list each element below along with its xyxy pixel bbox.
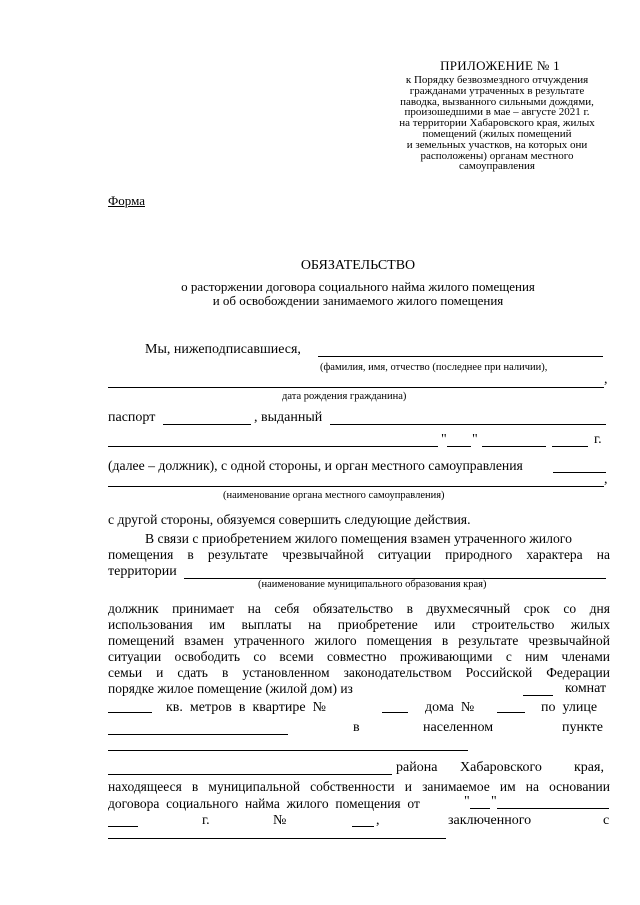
appendix-line: к Порядку безвозмездного отчуждения — [405, 74, 589, 86]
para2-line: ситуации освободить со всеми совместно проживающими с ним членами — [108, 649, 610, 664]
appendix-title: ПРИЛОЖЕНИЕ № 1 — [440, 58, 560, 73]
para2-line: помещений взамен утраченного жилого помещения в результате чрезвычайной — [108, 633, 610, 648]
rooms-label: комнат — [565, 681, 607, 696]
municipality-caption: (наименование муниципального образования края) — [258, 579, 487, 590]
contract-month-field[interactable] — [497, 808, 609, 809]
quote-open: " — [464, 794, 470, 809]
para1-line1: В связи с приобретением жилого помещения взамен утраченного жилого — [145, 531, 572, 546]
concluded-with-field[interactable] — [108, 838, 446, 839]
located-line: находящееся в муниципальной собственности и занимаемое им на основании — [108, 779, 610, 794]
street-field[interactable] — [108, 734, 288, 735]
para2-line6: порядке жилое помещение (жилой дом) из — [108, 681, 353, 696]
form-label: Форма — [108, 193, 145, 208]
document-subtitle-line2: и об освобождении занимаемого жилого помещения — [212, 293, 504, 308]
appendix-text — [378, 75, 616, 172]
org-caption: (наименование органа местного самоуправления) — [223, 490, 445, 501]
issue-month-field[interactable] — [482, 446, 546, 447]
para2-line: использования им выплаты на приобретение или строительство жилых — [108, 617, 610, 632]
comma: , — [376, 813, 380, 828]
appendix-line: расположены) органам местного — [420, 149, 574, 162]
district-field[interactable] — [108, 774, 392, 775]
contract-number-field[interactable] — [352, 826, 374, 827]
contract-year-field[interactable] — [108, 826, 138, 827]
contract-day-field[interactable] — [470, 808, 490, 809]
house-label: дома № — [425, 700, 475, 715]
area-apartment-label: кв. метров в квартире № — [166, 700, 326, 715]
appendix-line: произошедшими в мае – августе 2021 г. — [404, 106, 590, 119]
number-sign: № — [273, 813, 287, 828]
issued-label: , выданный — [254, 410, 323, 425]
rooms-count-field[interactable] — [523, 695, 553, 696]
issued-by-field[interactable] — [330, 424, 606, 425]
fio-field[interactable] — [318, 356, 603, 357]
para1-line2: помещения в результате чрезвычайной ситуации природного характера на — [108, 547, 610, 562]
khabarovsk-label: Хабаровского — [460, 760, 542, 775]
document-subtitle-line1: о расторжении договора социального найма жилого помещения — [181, 279, 535, 294]
appendix-line: на территории Хабаровского края, жилых — [399, 117, 595, 130]
with-label: с — [603, 813, 610, 828]
concluded-label: заключенного — [448, 813, 532, 828]
passport-label: паспорт — [108, 410, 156, 425]
quote-close: " — [491, 794, 497, 809]
other-side-text: с другой стороны, обязуемся совершить следующие действия. — [108, 512, 471, 527]
para2-line: семьи и сдать в установленном законодательством Российской Федерации — [108, 665, 610, 680]
district-label: района — [396, 760, 438, 775]
birth-field[interactable] — [108, 387, 604, 388]
document-title: ОБЯЗАТЕЛЬСТВО — [300, 258, 416, 273]
area-field[interactable] — [108, 712, 152, 713]
appendix-line: паводка, вызванного сильными дождями, — [400, 95, 594, 108]
appendix-line: гражданами утраченных в результате — [409, 84, 585, 97]
appendix-line: самоуправления — [459, 160, 535, 173]
contract-line: договора социального найма жилого помещения от — [108, 796, 420, 811]
para2-line: должник принимает на себя обязательство в двухмесячный срок со дня — [108, 601, 610, 616]
year-suffix: г. — [594, 432, 602, 447]
kray-label: края, — [574, 760, 604, 775]
apartment-number-field[interactable] — [382, 712, 408, 713]
comma: , — [604, 372, 608, 387]
issued-by-field-continued[interactable] — [108, 446, 438, 447]
birth-caption: дата рождения гражданина) — [282, 391, 407, 402]
house-number-field[interactable] — [497, 712, 525, 713]
passport-number-field[interactable] — [163, 424, 251, 425]
issue-year-field[interactable] — [552, 446, 588, 447]
org-field-continued[interactable] — [108, 486, 604, 487]
fio-caption: (фамилия, имя, отчество (последнее при наличии), — [320, 362, 548, 373]
we-signed-label: Мы, нижеподписавшиеся, — [145, 342, 301, 357]
in-label: в — [353, 720, 360, 735]
quote-open: " — [441, 432, 447, 447]
appendix-line: помещений (жилых помещений — [422, 127, 572, 140]
year-g-label: г. — [202, 813, 210, 828]
point-label: пункте — [562, 720, 603, 735]
quote-close: " — [472, 432, 478, 447]
locality-field[interactable] — [108, 750, 468, 751]
street-label: по улице — [541, 700, 598, 715]
comma: , — [604, 472, 608, 487]
territory-label: территории — [108, 564, 177, 579]
appendix-line: и земельных участков, на которых они — [406, 138, 588, 151]
org-field[interactable] — [553, 472, 606, 473]
issue-day-field[interactable] — [447, 446, 471, 447]
debtor-text: (далее – должник), с одной стороны, и орган местного самоуправления — [108, 458, 523, 473]
locality-label: населенном — [423, 720, 494, 735]
